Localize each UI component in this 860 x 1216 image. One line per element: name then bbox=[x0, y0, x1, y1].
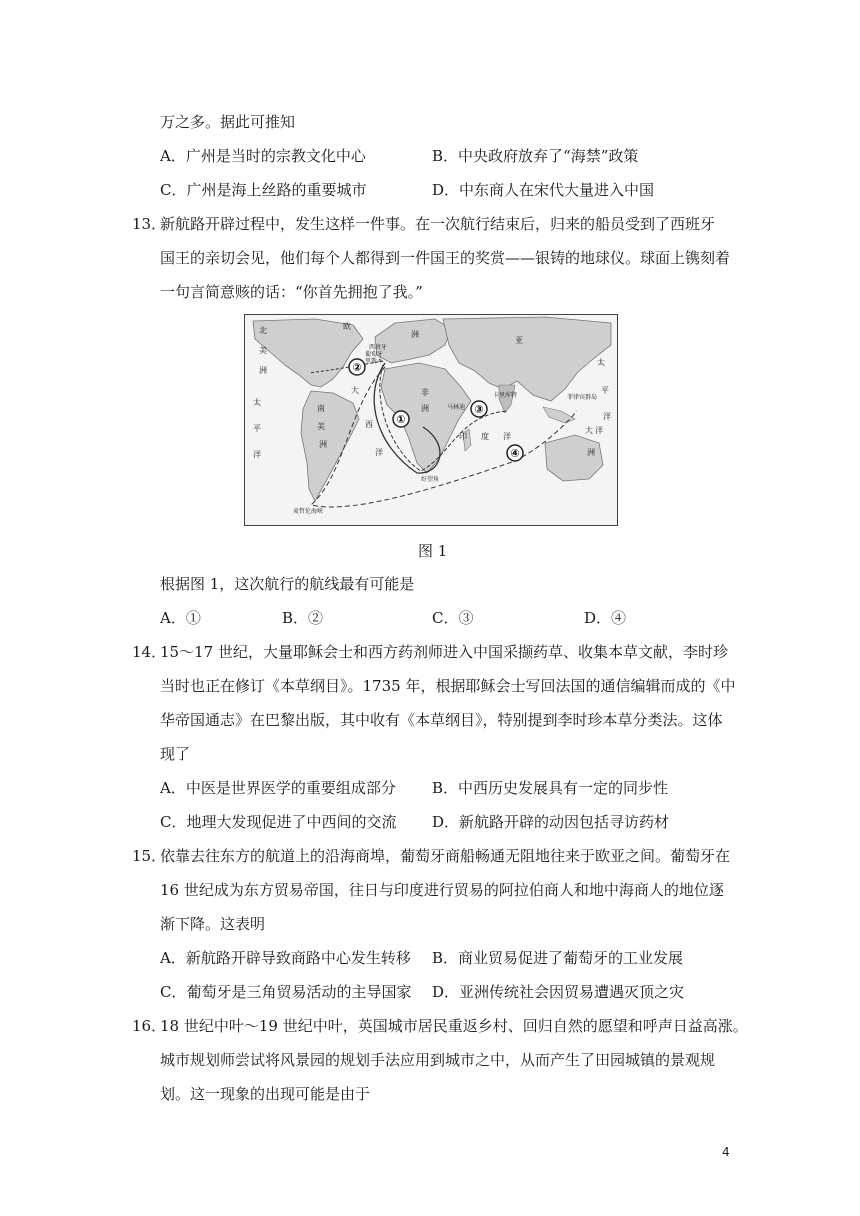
map-label: 洋 bbox=[503, 432, 511, 441]
q14-option-d[interactable]: D．新航路开辟的动因包括寻访药材 bbox=[432, 813, 670, 831]
q14-text-line: 华帝国通志》在巴黎出版，其中收有《本草纲目》，特别提到李时珍本草分类法。这体 bbox=[160, 711, 723, 729]
q12-option-a[interactable]: A．广州是当时的宗教文化中心 bbox=[160, 147, 366, 165]
q14-option-c[interactable]: C．地理大发现促进了中西间的交流 bbox=[160, 813, 397, 831]
map-label: 非 bbox=[421, 388, 429, 397]
q13-text-line: 国王的亲切会见，他们每个人都得到一件国王的奖赏——银铸的地球仪。球面上镌刻着 bbox=[160, 249, 731, 267]
q15-text-line: 依靠去往东方的航道上的沿海商埠，葡萄牙商船畅通无阻地往来于欧亚之间。葡萄牙在 bbox=[160, 847, 731, 865]
map-label: 平 bbox=[253, 424, 261, 433]
place-label-magellan-strait: 麦哲伦海峡 bbox=[293, 508, 324, 515]
q15-option-a[interactable]: A．新航路开辟导致商路中心发生转移 bbox=[160, 949, 411, 967]
map-label: 洋 bbox=[595, 426, 603, 435]
voyage-route-map bbox=[244, 314, 618, 526]
map-label: 印 bbox=[459, 432, 467, 441]
place-label-malindi: 马林迪 bbox=[447, 404, 466, 411]
figure-caption: 图 1 bbox=[418, 542, 448, 560]
q15-text-line: 渐下降。这表明 bbox=[160, 915, 266, 933]
q14-text-line: 现了 bbox=[160, 745, 191, 763]
map-label: 洲 bbox=[411, 330, 419, 339]
map-label: 洋 bbox=[375, 448, 383, 457]
southeast-asia-islands bbox=[543, 407, 575, 423]
svg-text:③: ③ bbox=[474, 403, 484, 416]
india-subcontinent bbox=[499, 385, 515, 413]
q14-number: 14． bbox=[132, 643, 167, 661]
place-label-spain: 西班牙 bbox=[369, 344, 388, 351]
europe-landmass bbox=[375, 319, 451, 363]
map-label: 南 bbox=[317, 404, 325, 413]
map-label: 洋 bbox=[253, 450, 261, 459]
q13-question: 根据图 1，这次航行的航线最有可能是 bbox=[160, 575, 415, 593]
svg-text:④: ④ bbox=[510, 447, 520, 460]
q12-option-b[interactable]: B．中央政府放弃了“海禁”政策 bbox=[432, 147, 639, 165]
map-label: 大 bbox=[351, 386, 359, 395]
q15-option-b[interactable]: B．商业贸易促进了葡萄牙的工业发展 bbox=[432, 949, 684, 967]
map-label: 平 bbox=[601, 386, 609, 395]
map-label: 大 bbox=[585, 426, 593, 435]
q12-option-c[interactable]: C．广州是海上丝路的重要城市 bbox=[160, 181, 367, 199]
q14-option-b[interactable]: B．中西历史发展具有一定的同步性 bbox=[432, 779, 669, 797]
map-label: 西 bbox=[365, 420, 373, 429]
q13-option-a[interactable]: A．① bbox=[160, 609, 201, 627]
map-label: 太 bbox=[597, 358, 605, 367]
q14-option-a[interactable]: A．中医是世界医学的重要组成部分 bbox=[160, 779, 396, 797]
map-label: 欧 bbox=[343, 322, 351, 331]
q13-option-c[interactable]: C．③ bbox=[432, 609, 474, 627]
q13-number: 13． bbox=[132, 215, 167, 233]
place-label-portugal: 葡萄牙 bbox=[365, 351, 384, 358]
q13-option-d[interactable]: D．④ bbox=[584, 609, 627, 627]
route-marker-1 bbox=[393, 411, 409, 427]
map-label: 洲 bbox=[421, 404, 429, 413]
australia-landmass bbox=[545, 435, 603, 481]
map-label: 洲 bbox=[259, 366, 267, 375]
place-label-philippines: 菲律宾群岛 bbox=[567, 394, 598, 401]
q16-text-line: 划。这一现象的出现可能是由于 bbox=[160, 1085, 371, 1103]
q12-text-line: 万之多。据此可推知 bbox=[160, 113, 296, 131]
svg-text:①: ① bbox=[396, 413, 406, 426]
south-america-landmass bbox=[301, 391, 359, 501]
q14-text-line: 15～17 世纪，大量耶稣会士和西方药剂师进入中国采撷药草、收集本草文献，李时珍 bbox=[160, 643, 728, 661]
map-label: 洲 bbox=[587, 448, 595, 457]
place-label-calicut: 卡里库特 bbox=[493, 392, 518, 399]
map-label: 亚 bbox=[515, 336, 523, 345]
route-marker-4 bbox=[507, 445, 523, 461]
asia-landmass bbox=[443, 317, 611, 401]
page-number: 4 bbox=[722, 1145, 730, 1159]
map-label: 北 bbox=[259, 326, 267, 335]
q13-text-line: 新航路开辟过程中，发生这样一件事。在一次航行结束后，归来的船员受到了西班牙 bbox=[160, 215, 716, 233]
map-label: 太 bbox=[253, 398, 261, 407]
q13-text-line: 一句言简意赅的话：“你首先拥抱了我。” bbox=[160, 283, 423, 301]
q15-option-c[interactable]: C．葡萄牙是三角贸易活动的主导国家 bbox=[160, 983, 412, 1001]
map-label: 美 bbox=[259, 346, 267, 355]
map-label: 美 bbox=[317, 422, 325, 431]
map-label: 度 bbox=[481, 432, 489, 441]
q16-text-line: 城市规划师尝试将风景园的规划手法应用到城市之中，从而产生了田园城镇的景观规 bbox=[160, 1051, 716, 1069]
map-label: 洋 bbox=[603, 412, 611, 421]
map-figure bbox=[245, 315, 617, 525]
place-label-cape-of-good-hope: 好望角 bbox=[421, 476, 440, 483]
q15-text-line: 16 世纪成为东方贸易帝国，往日与印度进行贸易的阿拉伯商人和地中海商人的地位逐 bbox=[160, 881, 724, 899]
place-label-lisbon: 里斯本 bbox=[365, 358, 384, 365]
route-marker-3 bbox=[471, 401, 487, 417]
q16-text-line: 18 世纪中叶～19 世纪中叶，英国城市居民重返乡村、回归自然的愿望和呼声日益高涨。 bbox=[160, 1017, 748, 1035]
q15-number: 15． bbox=[132, 847, 167, 865]
q12-option-d[interactable]: D．中东商人在宋代大量进入中国 bbox=[432, 181, 655, 199]
svg-text:②: ② bbox=[352, 361, 362, 374]
route-marker-2 bbox=[349, 359, 365, 375]
map-label: 洲 bbox=[319, 440, 327, 449]
q13-option-b[interactable]: B．② bbox=[282, 609, 324, 627]
q16-number: 16． bbox=[132, 1017, 167, 1035]
q15-option-d[interactable]: D．亚洲传统社会因贸易遭遇灭顶之灾 bbox=[432, 983, 685, 1001]
q14-text-line: 当时也正在修订《本草纲目》。1735 年，根据耶稣会士写回法国的通信编辑而成的《中 bbox=[160, 677, 736, 695]
